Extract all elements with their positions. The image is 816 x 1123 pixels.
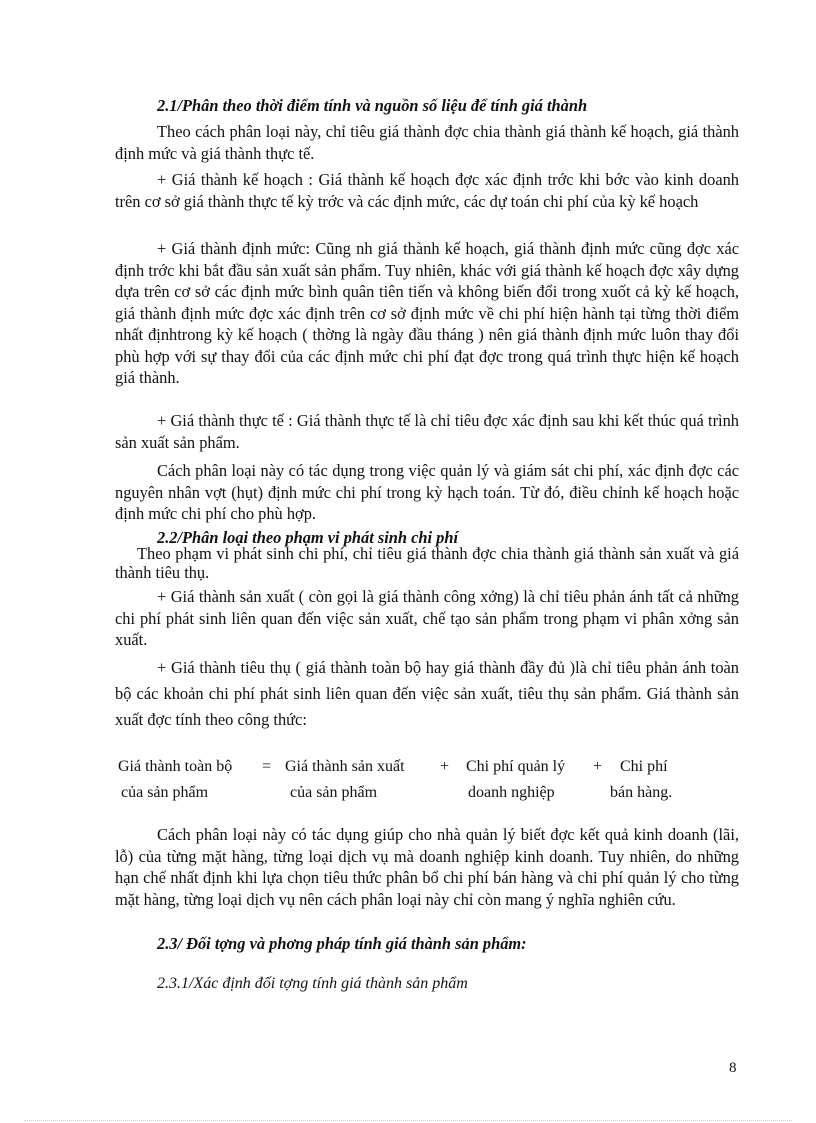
paragraph: + Giá thành thực tế : Giá thành thực tế là chỉ tiêu đợc xác định sau khi kết thúc quá trình sản xuất sản phẩm. xyxy=(115,411,739,452)
page-bottom-border xyxy=(24,1120,792,1121)
formula-term: của sản phẩm xyxy=(290,784,378,801)
section-2-3-heading: 2.3/ Đối tợng và phơng pháp tính giá thành sản phẩm: xyxy=(157,934,527,953)
formula-row-1 xyxy=(118,758,738,782)
paragraph: + Giá thành kế hoạch : Giá thành kế hoạch đợc xác định trớc khi bớc vào kinh doanh trên cơ sở giá thành thực tế kỳ trớc và các định mức, các dự toán chi phí của kỳ kế hoạch xyxy=(115,170,739,211)
formula-row-2 xyxy=(118,784,738,808)
paragraph: + Giá thành tiêu thụ ( giá thành toàn bộ hay giá thành đầy đủ )là chỉ tiêu phản ánh toàn bộ các khoản chi phí phát sinh liên quan đến việc sản xuất, tiêu thụ sản phẩm. Giá thành sản xuất đợc tính theo công thức: xyxy=(115,658,739,729)
paragraph: + Giá thành định mức: Cũng nh giá thành kế hoạch, giá thành định mức cũng đợc xác định trớc khi bắt đầu sản xuất sản phẩm. Tuy nhiên, khác với giá thành kế hoạch đợc xây dựng dựa trên cơ sở các định mức bình quân tiên tiến và không biến đổi trong xuốt cả kỳ kế hoạch, giá thành định mức đợc xác định trên cơ sở định mức về chi phí hiện hành tại từng thời điểm nhất địnhtrong kỳ kế hoạch ( thờng là ngày đầu tháng ) nên giá thành định mức luôn thay đổi phù hợp với sự thay đổi của các định mức chi phí đạt đợc trong quá trình thực hiện kế hoạch giá thành. xyxy=(115,239,739,387)
formula-operator: + xyxy=(440,758,450,775)
paragraph: Cách phân loại này có tác dụng trong việc quản lý và giám sát chi phí, xác định đợc các nguyên nhân vợt (hụt) định mức chi phí trong kỳ hạch toán. Từ đó, điều chỉnh kế hoạch hoặc định mức chi phí cho phù hợp. xyxy=(115,461,739,523)
paragraph: Theo cách phân loại này, chỉ tiêu giá thành đợc chia thành giá thành kế hoạch, giá thành định mức và giá thành thực tế. xyxy=(115,122,739,163)
paragraph: Cách phân loại này có tác dụng giúp cho nhà quản lý biết đợc kết quả kinh doanh (lãi, lỗ) của từng mặt hàng, từng loại dịch vụ mà doanh nghiệp kinh doanh. Tuy nhiên, do những hạn chế nhất định khi lựa chọn tiêu thức phân bổ chi phí bán hàng và chi phí quản lý cho từng mặt hàng, từng loại dịch vụ nên cách phân loại này chỉ còn mang ý nghĩa nghiên cứu. xyxy=(115,825,739,909)
formula-term: doanh nghiệp xyxy=(468,784,555,801)
page-number: 8 xyxy=(729,1060,737,1076)
formula-term: bán hàng. xyxy=(610,784,673,801)
paragraph: Theo phạm vi phát sinh chi phí, chỉ tiêu giá thành đợc chia thành giá thành sản xuất và giá thành tiêu thụ. xyxy=(115,544,739,582)
formula-operator: + xyxy=(593,758,603,775)
section-2-2-heading: 2.2/Phân loại theo phạm vi phát sinh chi phí xyxy=(157,528,459,547)
section-2-1-heading: 2.1/Phân theo thời điểm tính và nguồn số liệu để tính giá thành xyxy=(157,96,588,115)
formula-operator: = xyxy=(262,758,272,775)
formula-term: của sản phẩm xyxy=(121,784,209,801)
formula-term: Chi phí xyxy=(620,758,668,775)
formula-term: Giá thành sản xuất xyxy=(285,758,405,775)
paragraph: + Giá thành sản xuất ( còn gọi là giá thành công xởng) là chỉ tiêu phản ánh tất cả những chi phí phát sinh liên quan đến việc sản xuất, chế tạo sản phẩm trong phạm vi phân xởng sản xuất. xyxy=(115,587,739,649)
formula-term: Giá thành toàn bộ xyxy=(118,758,233,775)
formula-term: Chi phí quản lý xyxy=(466,758,566,775)
section-2-3-1-subheading: 2.3.1/Xác định đối tợng tính giá thành sản phẩm xyxy=(157,975,468,992)
